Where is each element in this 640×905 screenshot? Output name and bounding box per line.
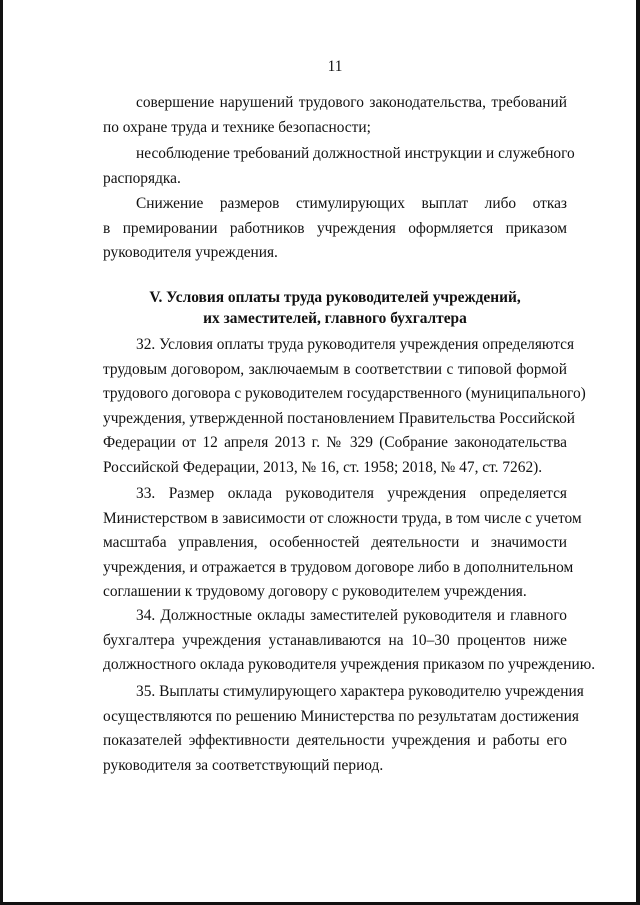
text-line: Российской Федерации, 2013, № 16, ст. 1958; 2018, № 47, ст. 7262). xyxy=(103,458,543,476)
scan-border-left xyxy=(0,0,3,905)
text-line: учреждения, утвержденной постановлением Правительства Российской xyxy=(103,409,576,427)
text-line: руководителя за соответствующий период. xyxy=(103,756,384,774)
text-line: 35. Выплаты стимулирующего характера руководителю учреждения xyxy=(136,683,584,700)
paragraph-34 xyxy=(103,604,596,678)
scan-border-right xyxy=(636,0,640,905)
paragraph-33 xyxy=(103,482,582,605)
paragraph-violations xyxy=(103,91,567,140)
page-number: 11 xyxy=(327,58,343,75)
text-line: совершение нарушений трудового законодательства, требований xyxy=(136,94,567,111)
heading-line: V. Условия оплаты труда руководителей учреждений, xyxy=(149,289,521,306)
text-line: несоблюдение требований должностной инструкции и служебного xyxy=(136,145,575,162)
text-line: бухгалтера учреждения устанавливаются на 10–30 процентов ниже xyxy=(103,631,567,649)
text-line: 33. Размер оклада руководителя учреждения определяется xyxy=(136,485,567,502)
section-heading xyxy=(103,287,567,329)
text-line: в премировании работников учреждения оформляется приказом xyxy=(103,219,567,237)
text-line: учреждения, и отражается в трудовом договоре либо в дополнительном xyxy=(103,558,574,576)
text-line: трудового договора с руководителем государственного (муниципального) xyxy=(103,385,586,402)
text-line: масштаба управления, особенностей деятельности и значимости xyxy=(103,534,567,551)
text-line: 34. Должностные оклады заместителей руководителя и главного xyxy=(136,607,567,624)
text-line: 32. Условия оплаты труда руководителя учреждения определяются xyxy=(136,336,575,353)
text-line: должностного оклада руководителя учреждения приказом по учреждению. xyxy=(103,656,596,673)
text-line: Снижение размеров стимулирующих выплат либо отказ xyxy=(136,195,567,212)
text-line: соглашении к трудовому договору с руководителем учреждения. xyxy=(103,583,527,600)
text-line: Министерством в зависимости от сложности труда, в том числе с учетом xyxy=(103,509,582,527)
paragraph-reduction xyxy=(103,192,567,266)
text-line: Федерации от 12 апреля 2013 г. № 329 (Собрание законодательства xyxy=(103,434,567,451)
text-line: показателей эффективности деятельности учреждения и работы его xyxy=(103,732,567,749)
paragraph-35 xyxy=(103,680,584,778)
paragraph-noncompliance xyxy=(103,142,575,191)
heading-line: их заместителей, главного бухгалтера xyxy=(203,310,467,327)
text-line: распорядка. xyxy=(103,169,181,187)
paragraph-32 xyxy=(103,333,586,480)
text-line: по охране труда и технике безопасности; xyxy=(103,118,371,136)
text-line: трудовым договором, заключаемым в соответствии с типовой формой xyxy=(103,360,567,378)
text-line: осуществляются по решению Министерства по результатам достижения xyxy=(103,707,579,725)
text-line: руководителя учреждения. xyxy=(103,244,278,261)
